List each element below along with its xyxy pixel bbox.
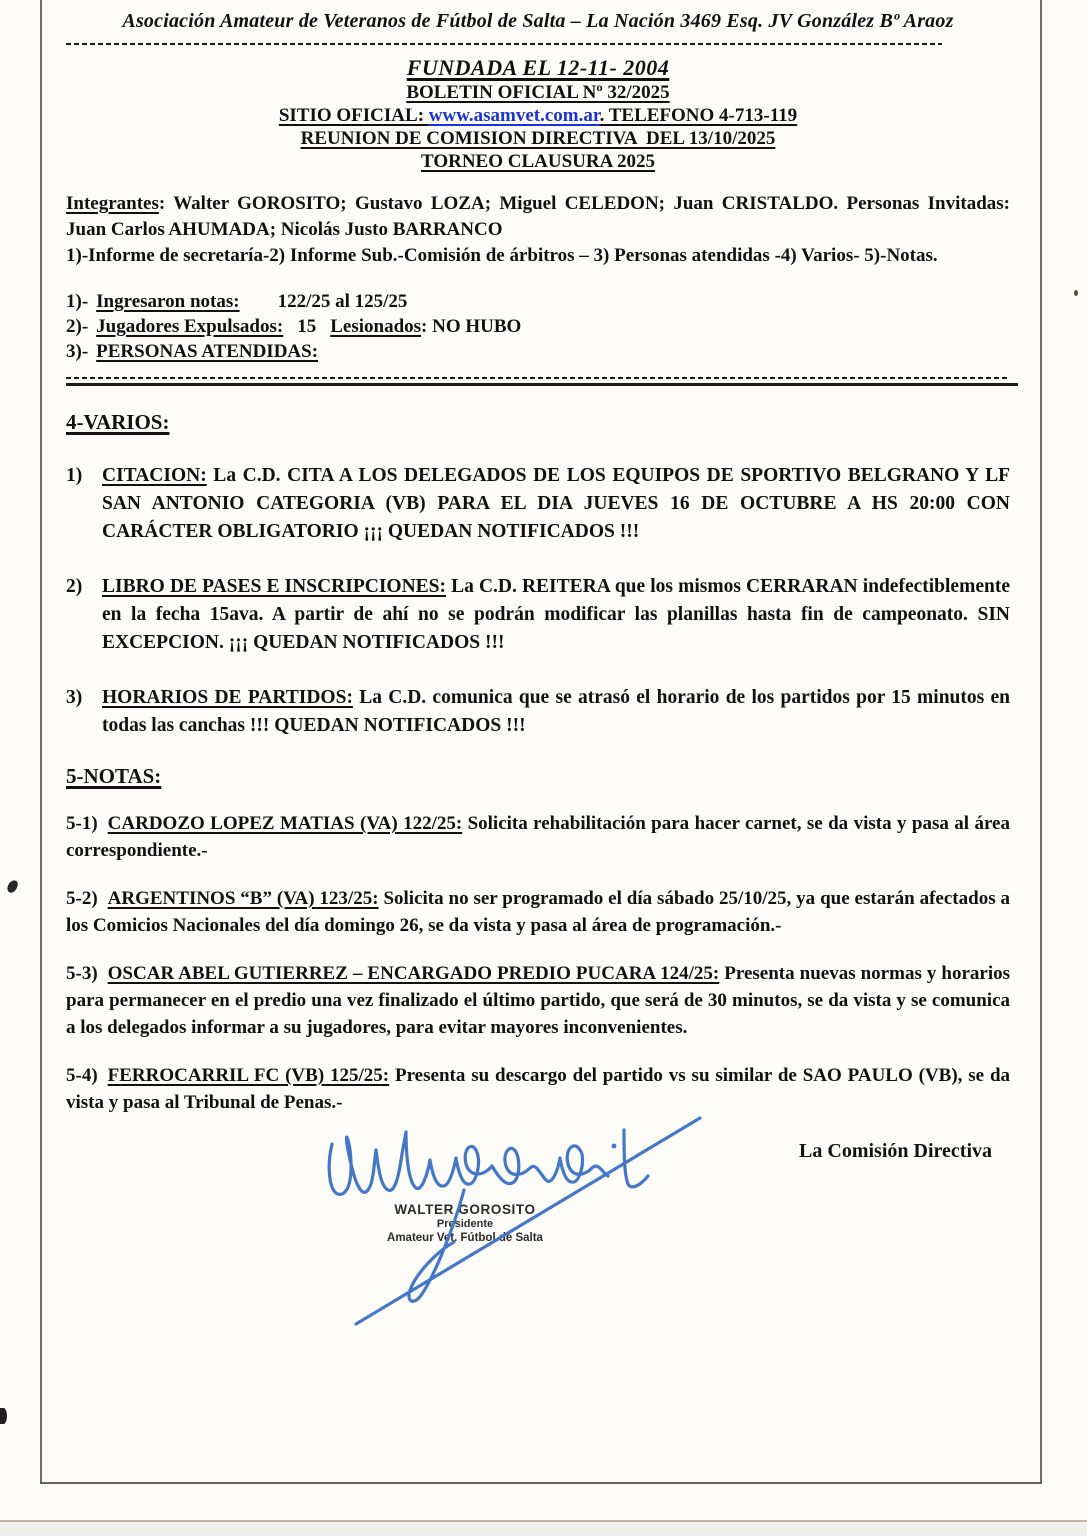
site-line <box>66 104 1010 127</box>
notas-section-title: 5-NOTAS: <box>66 764 162 788</box>
divider-solid-line <box>66 383 1018 386</box>
attended-label: PERSONAS ATENDIDAS: <box>96 341 319 362</box>
item-number: 2) <box>66 576 83 597</box>
closing-line: La Comisión Directiva <box>799 1140 992 1162</box>
item-text: Solicita no ser programado el día sábado 25/10/25, ya que estarán afectados a los Comicios Nacionales del día domingo 26, se da vista y pasa al área de programación.- <box>66 888 1010 936</box>
summary-attended-line: 3)- PERSONAS ATENDIDAS: <box>66 341 319 362</box>
item-label: OSCAR ABEL GUTIERREZ – ENCARGADO PREDIO PUCARA 124/25: <box>107 963 720 984</box>
members-label: Integrantes <box>66 193 159 214</box>
expelled-label: Jugadores Expulsados: <box>96 316 284 337</box>
members-names: : Walter GOROSITO; Gustavo LOZA; Miguel CELEDON; Juan CRISTALDO. Personas Invitadas: Juan Carlos AHUMADA; Nicolás Justo BARRANCO <box>66 193 1010 240</box>
tournament-title: TORNEO CLAUSURA 2025 <box>420 151 656 172</box>
item-label: FERROCARRIL FC (VB) 125/25: <box>107 1065 390 1086</box>
item-label: HORARIOS DE PARTIDOS: <box>102 687 353 708</box>
varios-item-1 <box>66 462 1010 546</box>
agenda-line: 1)-Informe de secretaría-2) Informe Sub.-Comisión de árbitros – 3) Personas atendidas -4) Varios- 5)-Notas. <box>66 245 938 266</box>
bulletin-title: BOLETIN OFICIAL Nº 32/2025 <box>406 82 670 103</box>
summary-block <box>66 289 1010 364</box>
telephone-text: . TELEFONO 4-713-119 <box>599 105 798 126</box>
site-label: SITIO OFICIAL: <box>278 105 429 126</box>
section-divider <box>66 377 1010 386</box>
header-dashed-divider <box>66 43 942 45</box>
item-number: 5-1) <box>66 813 98 834</box>
item-label: CARDOZO LOPEZ MATIAS (VA) 122/25: <box>107 813 463 834</box>
item-text: La C.D. comunica que se atrasó el horario de los partidos por 15 minutos en todas las canchas !!! QUEDAN NOTIFICADOS !!! <box>102 687 1010 736</box>
summary-notes-line: 1)- Ingresaron notas: 122/25 al 125/25 <box>66 291 408 312</box>
item-number: 5-2) <box>66 888 98 909</box>
signature-stamp <box>330 1202 600 1245</box>
expelled-value: 15 <box>297 316 317 337</box>
varios-item-2 <box>66 573 1010 657</box>
scan-border-bottom <box>40 1482 1042 1484</box>
item-number: 1) <box>66 465 83 486</box>
ink-speck <box>6 879 19 894</box>
title-block <box>66 55 1010 173</box>
item-number: 5-4) <box>66 1065 98 1086</box>
item-text: Presenta su descargo del partido vs su similar de SAO PAULO (VB), se da vista y pasa al Tribunal de Penas.- <box>66 1065 1011 1113</box>
signer-role: Presidente <box>436 1218 494 1230</box>
item-text: La C.D. REITERA que los mismos CERRARAN indefectiblemente en la fecha 15ava. A partir de ahí no se podrán modificar las planillas hasta fin de campeonato. SIN EXCEPCION. ¡¡¡ QUEDAN NOTIFICADOS !!! <box>102 576 1010 653</box>
document-content <box>66 6 1010 1163</box>
item-number: 3) <box>66 687 83 708</box>
divider-dashed-line <box>66 377 1010 379</box>
association-header: Asociación Amateur de Veteranos de Fútbol de Salta – La Nación 3469 Esq. JV González Bº Araoz <box>122 10 954 32</box>
item-label: CITACION: <box>102 465 207 486</box>
nota-item-2 <box>66 885 1010 939</box>
item-number: 5-3) <box>66 963 98 984</box>
summary-expelled-line: 2)- Jugadores Expulsados: 15 Lesionados: NO HUBO <box>66 316 522 337</box>
item-text: Presenta nuevas normas y horarios para permanecer en el predio una vez finalizado el último partido, que será de 30 minutos, se da vista y se comunica a los delegados informar a su jugadores, para evitar mayores inconvenientes. <box>66 963 1010 1038</box>
meeting-title: REUNION DE COMISION DIRECTIVA DEL 13/10/2025 <box>300 128 776 149</box>
notes-value: 122/25 al 125/25 <box>277 291 408 312</box>
nota-item-4 <box>66 1062 1010 1116</box>
founded-title: FUNDADA EL 12-11- 2004 <box>406 55 670 80</box>
item-label: LIBRO DE PASES E INSCRIPCIONES: <box>102 576 446 597</box>
item-text: Solicita rehabilitación para hacer carnet, se da vista y pasa al área correspondiente.- <box>66 813 1010 861</box>
varios-section-title: 4-VARIOS: <box>66 410 170 434</box>
notes-label: Ingresaron notas: <box>96 291 240 312</box>
injured-value: : NO HUBO <box>421 316 522 337</box>
scan-border-left <box>40 0 42 1483</box>
ink-speck <box>1074 290 1078 296</box>
nota-item-1 <box>66 810 1010 864</box>
injured-label: Lesionados <box>330 316 422 337</box>
paper-edge-strip <box>0 1522 1087 1536</box>
signer-name: WALTER GOROSITO <box>394 1202 536 1217</box>
members-paragraph <box>66 191 1010 243</box>
varios-item-3 <box>66 684 1010 740</box>
nota-item-3 <box>66 960 1010 1041</box>
website-link[interactable]: www.asamvet.com.ar <box>428 105 600 126</box>
scan-border-right <box>1040 0 1042 1483</box>
ink-speck <box>0 1408 7 1424</box>
item-text: La C.D. CITA A LOS DELEGADOS DE LOS EQUIPOS DE SPORTIVO BELGRANO Y LF SAN ANTONIO CATEGORIA (VB) PARA EL DIA JUEVES 16 DE OCTUBRE A HS 20:00 CON CARÁCTER OBLIGATORIO ¡¡¡ QUEDAN NOTIFICADOS !!! <box>102 465 1010 542</box>
signer-organization: Amateur Vet. Fútbol de Salta <box>387 1232 543 1244</box>
item-label: ARGENTINOS “B” (VA) 123/25: <box>107 888 379 909</box>
